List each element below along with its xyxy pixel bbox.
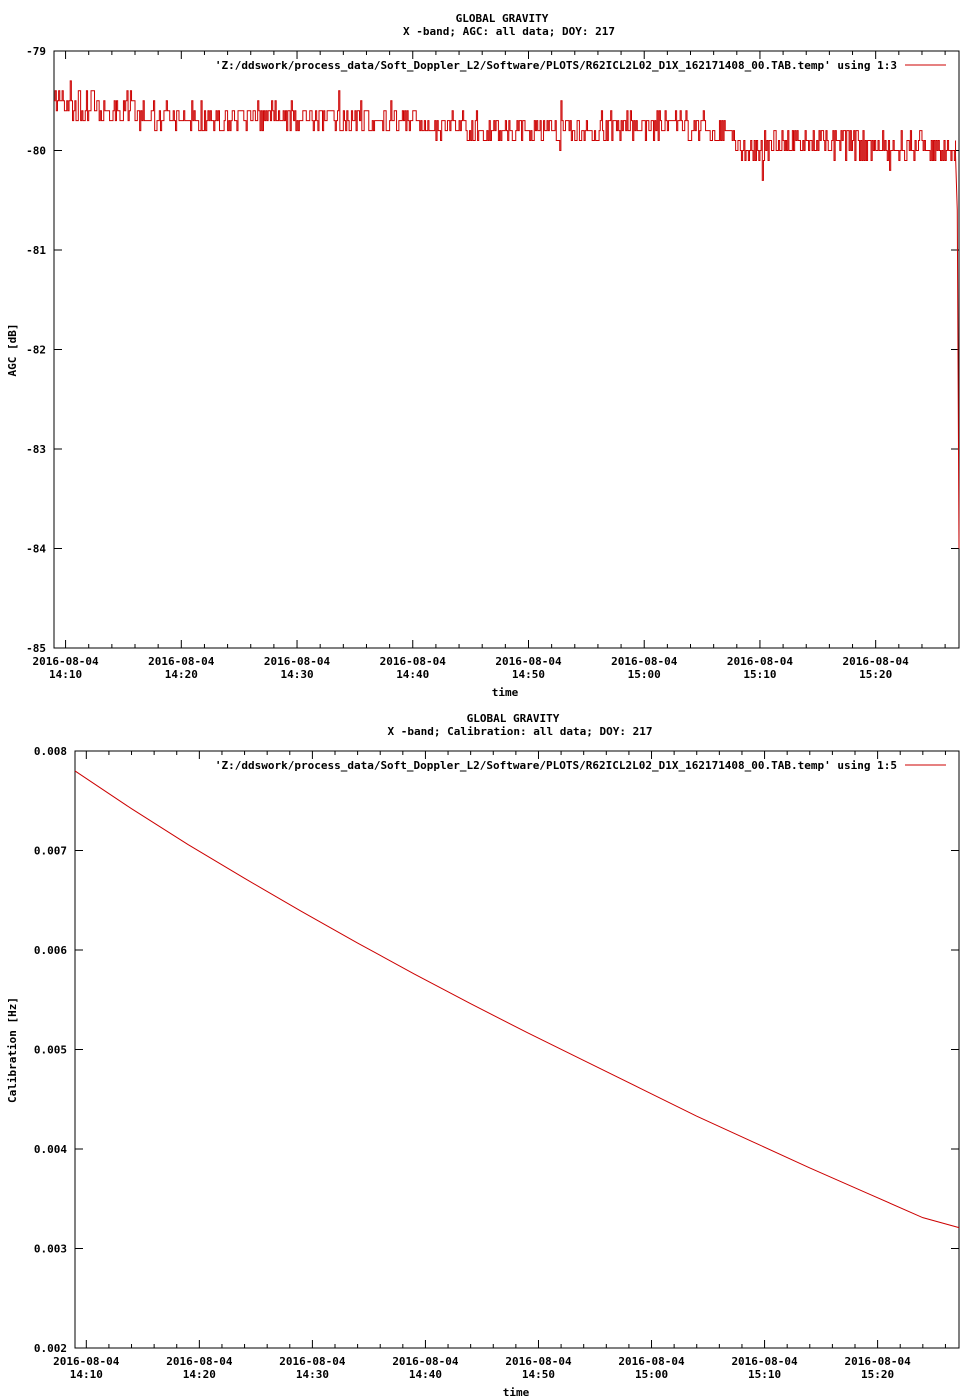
agc-legend-label: 'Z:/ddswork/process_data/Soft_Doppler_L2/Software/PLOTS/R62ICL2L02_D1X_162171408_00.TAB.temp' using 1:3 xyxy=(214,59,897,72)
cal-chart-subtitle: X -band; Calibration: all data; DOY: 217 xyxy=(387,725,653,738)
agc-series-line xyxy=(54,81,959,549)
cal-x-tick-label-time: 14:20 xyxy=(182,1368,216,1381)
agc-chart-title: GLOBAL GRAVITY xyxy=(455,12,549,25)
agc-y-tick-label: -79 xyxy=(26,45,46,58)
cal-x-tick-label-time: 14:50 xyxy=(521,1368,556,1381)
cal-x-tick-label-time: 14:10 xyxy=(69,1368,103,1381)
cal-x-tick-label-date: 2016-08-04 xyxy=(844,1355,911,1368)
agc-x-tick-label-date: 2016-08-04 xyxy=(726,655,794,668)
cal-y-tick-label: 0.006 xyxy=(33,944,67,957)
cal-chart-title: GLOBAL GRAVITY xyxy=(466,712,560,725)
agc-x-tick-label-time: 14:40 xyxy=(396,668,430,681)
agc-chart xyxy=(6,12,959,699)
cal-series-line xyxy=(75,771,959,1228)
cal-x-tick-label-time: 14:40 xyxy=(408,1368,442,1381)
cal-x-tick-label-date: 2016-08-04 xyxy=(166,1355,233,1368)
agc-y-axis-label: AGC [dB] xyxy=(6,323,19,377)
cal-x-ticks xyxy=(53,751,945,1381)
agc-y-tick-label: -81 xyxy=(26,244,46,257)
cal-x-tick-label-date: 2016-08-04 xyxy=(53,1355,120,1368)
agc-chart-subtitle: X -band; AGC: all data; DOY: 217 xyxy=(403,25,615,38)
cal-y-tick-label: 0.002 xyxy=(33,1342,67,1355)
agc-x-tick-label-time: 14:10 xyxy=(49,668,83,681)
cal-plot-frame xyxy=(75,751,959,1348)
cal-y-tick-label: 0.007 xyxy=(33,844,67,858)
agc-legend xyxy=(215,59,946,72)
cal-x-axis-label: time xyxy=(502,1386,530,1399)
cal-x-tick-label-time: 14:30 xyxy=(295,1368,329,1381)
agc-x-tick-label-date: 2016-08-04 xyxy=(842,655,909,668)
cal-x-tick-label-time: 15:10 xyxy=(748,1368,782,1381)
agc-x-tick-label-date: 2016-08-04 xyxy=(263,655,331,668)
agc-x-tick-label-time: 15:10 xyxy=(743,668,777,681)
agc-x-tick-label-time: 15:00 xyxy=(627,668,661,681)
agc-x-tick-label-time: 15:20 xyxy=(859,668,893,681)
cal-x-tick-label-date: 2016-08-04 xyxy=(731,1355,798,1368)
cal-legend xyxy=(215,759,946,772)
agc-x-tick-label-date: 2016-08-04 xyxy=(495,655,562,668)
agc-x-tick-label-date: 2016-08-04 xyxy=(32,655,99,668)
agc-y-tick-label: -84 xyxy=(26,542,46,556)
cal-x-tick-label-date: 2016-08-04 xyxy=(392,1355,459,1368)
cal-y-tick-label: 0.005 xyxy=(33,1043,67,1057)
agc-x-tick-label-time: 14:30 xyxy=(280,668,314,681)
agc-x-tick-label-date: 2016-08-04 xyxy=(611,655,678,668)
agc-x-axis-label: time xyxy=(491,686,519,699)
agc-y-tick-label: -85 xyxy=(26,642,46,655)
cal-y-tick-label: 0.003 xyxy=(33,1242,67,1256)
cal-x-tick-label-date: 2016-08-04 xyxy=(618,1355,685,1368)
cal-x-tick-label-date: 2016-08-04 xyxy=(505,1355,572,1368)
agc-x-tick-label-date: 2016-08-04 xyxy=(379,655,446,668)
cal-y-tick-label: 0.008 xyxy=(33,745,67,758)
cal-x-tick-label-date: 2016-08-04 xyxy=(279,1355,346,1368)
cal-y-tick-label: 0.004 xyxy=(33,1143,67,1156)
cal-y-ticks xyxy=(34,745,959,1355)
agc-x-tick-label-time: 14:20 xyxy=(164,668,198,681)
cal-legend-label: 'Z:/ddswork/process_data/Soft_Doppler_L2/Software/PLOTS/R62ICL2L02_D1X_162171408_00.TAB.temp' using 1:5 xyxy=(214,759,897,772)
agc-y-tick-label: -83 xyxy=(26,443,46,456)
agc-x-tick-label-time: 14:50 xyxy=(511,668,546,681)
agc-y-tick-label: -82 xyxy=(26,343,46,357)
cal-y-axis-label: Calibration [Hz] xyxy=(6,997,19,1103)
cal-x-tick-label-time: 15:20 xyxy=(861,1368,895,1381)
cal-x-tick-label-time: 15:00 xyxy=(634,1368,669,1381)
agc-y-tick-label: -80 xyxy=(26,144,46,158)
agc-x-tick-label-date: 2016-08-04 xyxy=(148,655,215,668)
calibration-chart xyxy=(6,712,959,1399)
